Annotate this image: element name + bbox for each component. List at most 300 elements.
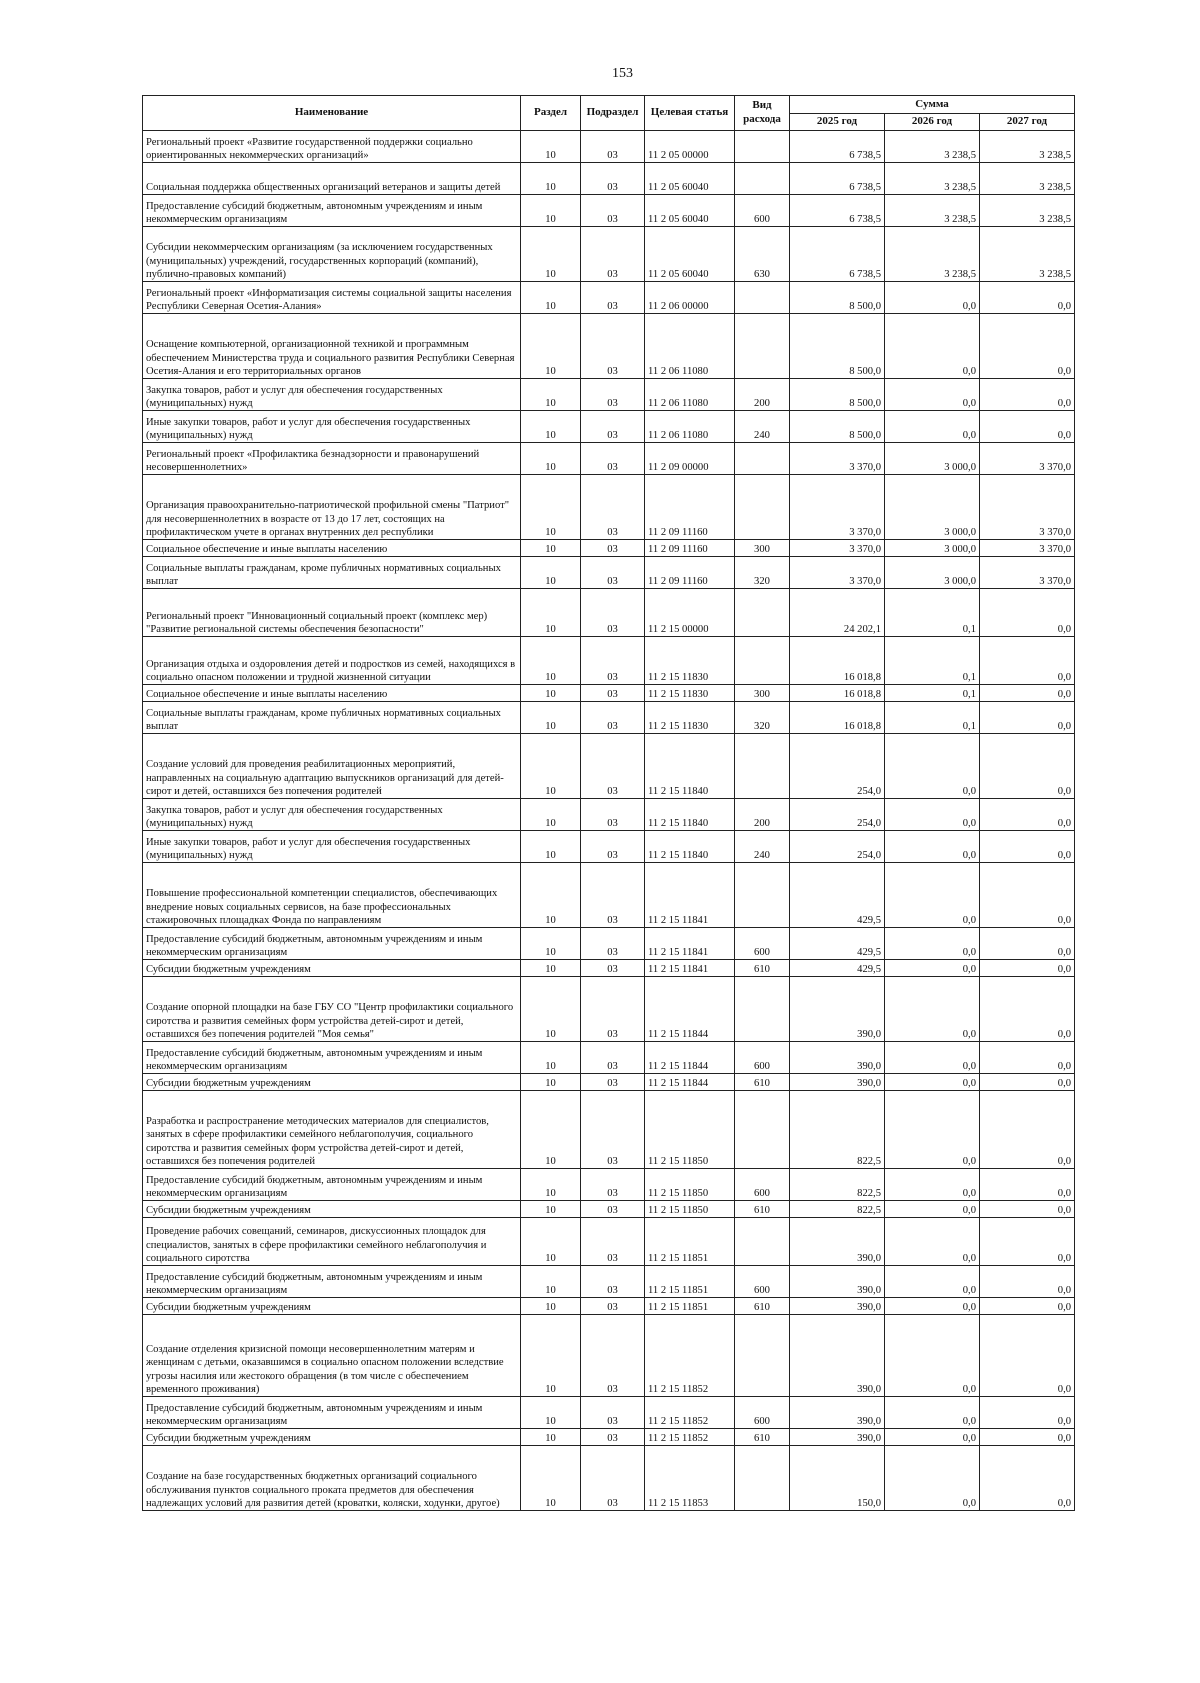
- row-kind: 300: [735, 540, 790, 557]
- row-sum-2025: 6 738,5: [790, 227, 885, 282]
- row-name: Разработка и распространение методических материалов для специалистов, занятых в сфере профилактики семейного неблагополучия, социального сиротства и развития семейных форм устройства детей-сирот и детей, оставшихся без попечения родителей: [143, 1091, 521, 1169]
- row-section: 10: [521, 227, 581, 282]
- row-sum-2026: 0,0: [885, 1446, 980, 1511]
- row-section: 10: [521, 379, 581, 411]
- row-sum-2025: 254,0: [790, 734, 885, 799]
- row-subsection: 03: [581, 411, 645, 443]
- table-row: [143, 637, 1075, 685]
- row-sum-2025: 16 018,8: [790, 637, 885, 685]
- row-sum-2025: 429,5: [790, 928, 885, 960]
- row-section: 10: [521, 685, 581, 702]
- row-target: 11 2 06 11080: [645, 314, 735, 379]
- table-row: [143, 131, 1075, 163]
- table-row: [143, 379, 1075, 411]
- row-sum-2027: 0,0: [980, 314, 1075, 379]
- header-target: Целевая статья: [645, 96, 735, 131]
- row-kind: 240: [735, 831, 790, 863]
- row-target: 11 2 15 11853: [645, 1446, 735, 1511]
- row-name: Создание условий для проведения реабилитационных мероприятий, направленных на социальную адаптацию выпускников организаций для детей-сирот и детей, оставшихся без попечения родителей: [143, 734, 521, 799]
- table-row: [143, 1446, 1075, 1511]
- row-sum-2027: 3 238,5: [980, 163, 1075, 195]
- row-sum-2026: 0,0: [885, 1397, 980, 1429]
- row-sum-2026: 0,1: [885, 702, 980, 734]
- row-target: 11 2 15 11851: [645, 1298, 735, 1315]
- row-name: Предоставление субсидий бюджетным, автономным учреждениям и иным некоммерческим организациям: [143, 1042, 521, 1074]
- row-name: Региональный проект «Развитие государственной поддержки социально ориентированных некоммерческих организаций»: [143, 131, 521, 163]
- row-kind: [735, 1218, 790, 1266]
- row-subsection: 03: [581, 282, 645, 314]
- table-row: [143, 1397, 1075, 1429]
- row-kind: 600: [735, 1397, 790, 1429]
- row-section: 10: [521, 1266, 581, 1298]
- row-subsection: 03: [581, 960, 645, 977]
- row-sum-2027: 0,0: [980, 1218, 1075, 1266]
- row-name: Предоставление субсидий бюджетным, автономным учреждениям и иным некоммерческим организациям: [143, 1266, 521, 1298]
- row-sum-2026: 0,0: [885, 1429, 980, 1446]
- row-sum-2026: 0,0: [885, 411, 980, 443]
- row-sum-2027: 0,0: [980, 928, 1075, 960]
- row-sum-2025: 3 370,0: [790, 443, 885, 475]
- row-target: 11 2 05 00000: [645, 131, 735, 163]
- row-sum-2025: 8 500,0: [790, 282, 885, 314]
- row-name: Предоставление субсидий бюджетным, автономным учреждениям и иным некоммерческим организациям: [143, 195, 521, 227]
- row-section: 10: [521, 443, 581, 475]
- header-2025: 2025 год: [790, 114, 885, 131]
- row-kind: [735, 977, 790, 1042]
- row-sum-2025: 16 018,8: [790, 685, 885, 702]
- row-subsection: 03: [581, 379, 645, 411]
- row-sum-2025: 390,0: [790, 1315, 885, 1397]
- header-name: Наименование: [143, 96, 521, 131]
- row-sum-2025: 429,5: [790, 960, 885, 977]
- row-subsection: 03: [581, 1091, 645, 1169]
- row-section: 10: [521, 589, 581, 637]
- row-sum-2027: 0,0: [980, 960, 1075, 977]
- table-row: [143, 282, 1075, 314]
- row-section: 10: [521, 799, 581, 831]
- table-row: [143, 1315, 1075, 1397]
- row-sum-2027: 3 370,0: [980, 540, 1075, 557]
- row-kind: 320: [735, 702, 790, 734]
- row-target: 11 2 06 00000: [645, 282, 735, 314]
- row-sum-2026: 0,0: [885, 1091, 980, 1169]
- row-sum-2026: 3 000,0: [885, 557, 980, 589]
- row-subsection: 03: [581, 1266, 645, 1298]
- row-name: Субсидии бюджетным учреждениям: [143, 1298, 521, 1315]
- row-subsection: 03: [581, 702, 645, 734]
- row-sum-2026: 0,0: [885, 1298, 980, 1315]
- row-sum-2026: 0,0: [885, 1315, 980, 1397]
- row-sum-2026: 0,0: [885, 977, 980, 1042]
- row-name: Проведение рабочих совещаний, семинаров, дискуссионных площадок для специалистов, занятых в сфере профилактики семейного неблагополучия и социального сиротства: [143, 1218, 521, 1266]
- row-sum-2025: 254,0: [790, 799, 885, 831]
- row-sum-2027: 0,0: [980, 379, 1075, 411]
- row-name: Иные закупки товаров, работ и услуг для обеспечения государственных (муниципальных) нужд: [143, 831, 521, 863]
- table-row: [143, 557, 1075, 589]
- row-target: 11 2 15 11841: [645, 928, 735, 960]
- row-kind: 610: [735, 1429, 790, 1446]
- row-target: 11 2 15 11830: [645, 637, 735, 685]
- table-row: [143, 1074, 1075, 1091]
- row-section: 10: [521, 702, 581, 734]
- row-subsection: 03: [581, 685, 645, 702]
- row-sum-2026: 0,0: [885, 960, 980, 977]
- row-section: 10: [521, 1397, 581, 1429]
- row-sum-2027: 0,0: [980, 1201, 1075, 1218]
- table-row: [143, 163, 1075, 195]
- row-target: 11 2 15 11850: [645, 1201, 735, 1218]
- header-kind: Вид расхода: [735, 96, 790, 131]
- row-kind: [735, 443, 790, 475]
- row-name: Создание на базе государственных бюджетных организаций социального обслуживания пунктов социального проката предметов для обеспечения надлежащих условий для развития детей (кроватки, коляски, ходунки, другое): [143, 1446, 521, 1511]
- row-subsection: 03: [581, 1446, 645, 1511]
- row-sum-2025: 6 738,5: [790, 131, 885, 163]
- row-name: Субсидии бюджетным учреждениям: [143, 1429, 521, 1446]
- row-section: 10: [521, 1169, 581, 1201]
- table-row: [143, 443, 1075, 475]
- row-name: Субсидии некоммерческим организациям (за исключением государственных (муниципальных) учреждений, государственных корпораций (компаний), публично-правовых компаний): [143, 227, 521, 282]
- row-name: Повышение профессиональной компетенции специалистов, обеспечивающих внедрение новых социальных сервисов, на базе профессиональных стажировочных площадках Фонда по направлениям: [143, 863, 521, 928]
- row-sum-2027: 3 370,0: [980, 443, 1075, 475]
- row-subsection: 03: [581, 799, 645, 831]
- row-section: 10: [521, 282, 581, 314]
- row-section: 10: [521, 1201, 581, 1218]
- row-kind: [735, 1315, 790, 1397]
- row-target: 11 2 15 11851: [645, 1218, 735, 1266]
- table-row: [143, 1169, 1075, 1201]
- row-sum-2026: 0,0: [885, 1201, 980, 1218]
- row-subsection: 03: [581, 589, 645, 637]
- table-row: [143, 475, 1075, 540]
- row-target: 11 2 15 00000: [645, 589, 735, 637]
- table-row: [143, 1201, 1075, 1218]
- row-kind: 300: [735, 685, 790, 702]
- row-kind: 200: [735, 379, 790, 411]
- row-section: 10: [521, 734, 581, 799]
- row-kind: 240: [735, 411, 790, 443]
- row-target: 11 2 15 11830: [645, 685, 735, 702]
- row-sum-2027: 0,0: [980, 1298, 1075, 1315]
- row-sum-2027: 0,0: [980, 1266, 1075, 1298]
- row-sum-2026: 3 000,0: [885, 540, 980, 557]
- row-name: Предоставление субсидий бюджетным, автономным учреждениям и иным некоммерческим организациям: [143, 1397, 521, 1429]
- row-sum-2025: 390,0: [790, 1429, 885, 1446]
- row-sum-2026: 0,0: [885, 863, 980, 928]
- row-section: 10: [521, 1298, 581, 1315]
- row-subsection: 03: [581, 443, 645, 475]
- row-sum-2027: 0,0: [980, 831, 1075, 863]
- row-sum-2027: 3 238,5: [980, 131, 1075, 163]
- table-row: [143, 734, 1075, 799]
- row-sum-2027: 0,0: [980, 702, 1075, 734]
- row-name: Субсидии бюджетным учреждениям: [143, 960, 521, 977]
- row-kind: 600: [735, 928, 790, 960]
- table-row: [143, 863, 1075, 928]
- row-target: 11 2 15 11850: [645, 1169, 735, 1201]
- row-sum-2025: 390,0: [790, 1042, 885, 1074]
- row-target: 11 2 05 60040: [645, 227, 735, 282]
- row-kind: 610: [735, 960, 790, 977]
- row-kind: [735, 589, 790, 637]
- row-section: 10: [521, 1446, 581, 1511]
- row-name: Социальные выплаты гражданам, кроме публичных нормативных социальных выплат: [143, 702, 521, 734]
- row-name: Социальная поддержка общественных организаций ветеранов и защиты детей: [143, 163, 521, 195]
- row-kind: 600: [735, 1042, 790, 1074]
- row-subsection: 03: [581, 163, 645, 195]
- row-section: 10: [521, 863, 581, 928]
- row-subsection: 03: [581, 928, 645, 960]
- row-section: 10: [521, 1074, 581, 1091]
- row-section: 10: [521, 928, 581, 960]
- row-sum-2026: 3 238,5: [885, 163, 980, 195]
- row-sum-2025: 254,0: [790, 831, 885, 863]
- page-number: 153: [612, 66, 633, 81]
- row-target: 11 2 15 11850: [645, 1091, 735, 1169]
- row-name: Региональный проект "Инновационный социальный проект (комплекс мер) "Развитие региональной системы обеспечения безопасности": [143, 589, 521, 637]
- row-name: Создание отделения кризисной помощи несовершеннолетним матерям и женщинам с детьми, оказавшимся в социально опасном положении вследствие угрозы насилия или жестокого обращения (в том числе с обеспечением временного проживания): [143, 1315, 521, 1397]
- row-sum-2025: 16 018,8: [790, 702, 885, 734]
- row-sum-2025: 8 500,0: [790, 411, 885, 443]
- row-sum-2025: 150,0: [790, 1446, 885, 1511]
- row-target: 11 2 15 11851: [645, 1266, 735, 1298]
- row-subsection: 03: [581, 831, 645, 863]
- row-sum-2026: 0,0: [885, 734, 980, 799]
- row-target: 11 2 15 11841: [645, 863, 735, 928]
- row-sum-2026: 0,0: [885, 379, 980, 411]
- row-section: 10: [521, 557, 581, 589]
- row-name: Создание опорной площадки на базе ГБУ СО "Центр профилактики социального сиротства и развития семейных форм устройства детей-сирот и детей, оставшихся без попечения родителей "Моя семья": [143, 977, 521, 1042]
- table-row: [143, 411, 1075, 443]
- row-sum-2026: 0,1: [885, 685, 980, 702]
- row-subsection: 03: [581, 1169, 645, 1201]
- row-section: 10: [521, 977, 581, 1042]
- row-sum-2027: 0,0: [980, 1169, 1075, 1201]
- row-target: 11 2 06 11080: [645, 411, 735, 443]
- row-sum-2027: 3 238,5: [980, 227, 1075, 282]
- row-subsection: 03: [581, 1218, 645, 1266]
- row-kind: 610: [735, 1298, 790, 1315]
- row-name: Организация правоохранительно-патриотической профильной смены "Патриот" для несовершеннолетних в возрасте от 13 до 17 лет, состоящих на профилактическом учете в органах внутренних дел республики: [143, 475, 521, 540]
- row-subsection: 03: [581, 1397, 645, 1429]
- row-target: 11 2 15 11840: [645, 831, 735, 863]
- row-subsection: 03: [581, 1315, 645, 1397]
- row-sum-2025: 822,5: [790, 1201, 885, 1218]
- row-sum-2025: 390,0: [790, 1397, 885, 1429]
- row-kind: 200: [735, 799, 790, 831]
- row-kind: [735, 1091, 790, 1169]
- row-name: Социальное обеспечение и иные выплаты населению: [143, 685, 521, 702]
- row-sum-2027: 0,0: [980, 977, 1075, 1042]
- row-sum-2025: 390,0: [790, 1298, 885, 1315]
- row-subsection: 03: [581, 637, 645, 685]
- row-sum-2025: 8 500,0: [790, 314, 885, 379]
- row-name: Оснащение компьютерной, организационной техникой и программным обеспечением Министерства труда и социального развития Республики Северная Осетия-Алания и его территориальных органов: [143, 314, 521, 379]
- table-row: [143, 589, 1075, 637]
- row-subsection: 03: [581, 734, 645, 799]
- row-kind: [735, 314, 790, 379]
- row-target: 11 2 15 11852: [645, 1397, 735, 1429]
- row-name: Региональный проект «Информатизация системы социальной защиты населения Республики Северная Осетия-Алания»: [143, 282, 521, 314]
- row-sum-2027: 0,0: [980, 589, 1075, 637]
- row-kind: [735, 863, 790, 928]
- row-subsection: 03: [581, 1298, 645, 1315]
- row-section: 10: [521, 540, 581, 557]
- table-row: [143, 195, 1075, 227]
- row-sum-2026: 0,0: [885, 1074, 980, 1091]
- row-kind: [735, 475, 790, 540]
- row-section: 10: [521, 960, 581, 977]
- row-sum-2025: 3 370,0: [790, 540, 885, 557]
- row-sum-2027: 0,0: [980, 1315, 1075, 1397]
- row-target: 11 2 06 11080: [645, 379, 735, 411]
- row-kind: 320: [735, 557, 790, 589]
- table-row: [143, 1091, 1075, 1169]
- row-target: 11 2 15 11841: [645, 960, 735, 977]
- budget-table-body: [143, 131, 1075, 1511]
- header-2027: 2027 год: [980, 114, 1075, 131]
- row-sum-2027: 0,0: [980, 799, 1075, 831]
- table-row: [143, 831, 1075, 863]
- row-subsection: 03: [581, 314, 645, 379]
- row-name: Социальное обеспечение и иные выплаты населению: [143, 540, 521, 557]
- row-sum-2025: 390,0: [790, 977, 885, 1042]
- row-target: 11 2 09 11160: [645, 540, 735, 557]
- row-sum-2025: 429,5: [790, 863, 885, 928]
- table-row: [143, 928, 1075, 960]
- row-section: 10: [521, 195, 581, 227]
- row-kind: 600: [735, 195, 790, 227]
- row-kind: 610: [735, 1074, 790, 1091]
- row-sum-2027: 0,0: [980, 1074, 1075, 1091]
- table-row: [143, 540, 1075, 557]
- row-sum-2025: 3 370,0: [790, 475, 885, 540]
- row-sum-2026: 0,1: [885, 637, 980, 685]
- row-subsection: 03: [581, 475, 645, 540]
- row-section: 10: [521, 1315, 581, 1397]
- row-subsection: 03: [581, 977, 645, 1042]
- row-target: 11 2 09 00000: [645, 443, 735, 475]
- row-sum-2026: 0,0: [885, 831, 980, 863]
- row-target: 11 2 05 60040: [645, 195, 735, 227]
- row-sum-2027: 3 370,0: [980, 475, 1075, 540]
- table-row: [143, 799, 1075, 831]
- row-sum-2025: 390,0: [790, 1218, 885, 1266]
- row-sum-2027: 0,0: [980, 1397, 1075, 1429]
- budget-table: [142, 95, 1075, 1511]
- row-kind: [735, 131, 790, 163]
- header-sum: Сумма: [790, 96, 1075, 114]
- row-kind: [735, 637, 790, 685]
- row-sum-2026: 0,0: [885, 799, 980, 831]
- row-sum-2026: 0,0: [885, 1042, 980, 1074]
- header-section: Раздел: [521, 96, 581, 131]
- row-sum-2026: 3 238,5: [885, 131, 980, 163]
- row-section: 10: [521, 475, 581, 540]
- row-subsection: 03: [581, 557, 645, 589]
- table-row: [143, 702, 1075, 734]
- row-sum-2026: 0,0: [885, 1218, 980, 1266]
- row-kind: [735, 1446, 790, 1511]
- row-sum-2025: 822,5: [790, 1091, 885, 1169]
- row-sum-2025: 24 202,1: [790, 589, 885, 637]
- row-kind: 600: [735, 1266, 790, 1298]
- row-sum-2027: 0,0: [980, 863, 1075, 928]
- table-row: [143, 977, 1075, 1042]
- row-subsection: 03: [581, 1042, 645, 1074]
- table-row: [143, 1266, 1075, 1298]
- row-target: 11 2 15 11840: [645, 734, 735, 799]
- row-subsection: 03: [581, 195, 645, 227]
- row-section: 10: [521, 1429, 581, 1446]
- table-row: [143, 960, 1075, 977]
- row-subsection: 03: [581, 1074, 645, 1091]
- row-sum-2025: 390,0: [790, 1266, 885, 1298]
- row-sum-2025: 3 370,0: [790, 557, 885, 589]
- row-kind: [735, 734, 790, 799]
- row-section: 10: [521, 314, 581, 379]
- row-sum-2026: 3 000,0: [885, 475, 980, 540]
- table-row: [143, 314, 1075, 379]
- header-subsection: Подраздел: [581, 96, 645, 131]
- row-section: 10: [521, 1042, 581, 1074]
- header-2026: 2026 год: [885, 114, 980, 131]
- row-kind: 600: [735, 1169, 790, 1201]
- row-section: 10: [521, 1091, 581, 1169]
- row-target: 11 2 15 11844: [645, 1042, 735, 1074]
- row-target: 11 2 15 11844: [645, 977, 735, 1042]
- row-section: 10: [521, 831, 581, 863]
- table-row: [143, 227, 1075, 282]
- row-name: Социальные выплаты гражданам, кроме публичных нормативных социальных выплат: [143, 557, 521, 589]
- row-sum-2026: 0,0: [885, 1169, 980, 1201]
- row-name: Субсидии бюджетным учреждениям: [143, 1201, 521, 1218]
- row-kind: 630: [735, 227, 790, 282]
- table-row: [143, 1042, 1075, 1074]
- table-row: [143, 1429, 1075, 1446]
- row-sum-2027: 3 238,5: [980, 195, 1075, 227]
- row-sum-2027: 0,0: [980, 1042, 1075, 1074]
- table-row: [143, 685, 1075, 702]
- row-sum-2027: 0,0: [980, 282, 1075, 314]
- row-section: 10: [521, 1218, 581, 1266]
- row-sum-2027: 3 370,0: [980, 557, 1075, 589]
- row-name: Закупка товаров, работ и услуг для обеспечения государственных (муниципальных) нужд: [143, 799, 521, 831]
- row-subsection: 03: [581, 863, 645, 928]
- row-subsection: 03: [581, 1429, 645, 1446]
- row-sum-2027: 0,0: [980, 1091, 1075, 1169]
- row-target: 11 2 15 11852: [645, 1315, 735, 1397]
- row-section: 10: [521, 163, 581, 195]
- row-subsection: 03: [581, 131, 645, 163]
- row-sum-2026: 3 238,5: [885, 227, 980, 282]
- row-sum-2027: 0,0: [980, 685, 1075, 702]
- row-section: 10: [521, 131, 581, 163]
- row-target: 11 2 09 11160: [645, 475, 735, 540]
- row-target: 11 2 15 11830: [645, 702, 735, 734]
- row-sum-2027: 0,0: [980, 1446, 1075, 1511]
- row-kind: [735, 282, 790, 314]
- row-subsection: 03: [581, 227, 645, 282]
- table-row: [143, 1218, 1075, 1266]
- row-subsection: 03: [581, 1201, 645, 1218]
- row-name: Иные закупки товаров, работ и услуг для обеспечения государственных (муниципальных) нужд: [143, 411, 521, 443]
- row-sum-2026: 3 238,5: [885, 195, 980, 227]
- row-sum-2025: 6 738,5: [790, 195, 885, 227]
- row-section: 10: [521, 411, 581, 443]
- table-row: [143, 1298, 1075, 1315]
- row-sum-2026: 0,0: [885, 314, 980, 379]
- row-sum-2026: 0,0: [885, 928, 980, 960]
